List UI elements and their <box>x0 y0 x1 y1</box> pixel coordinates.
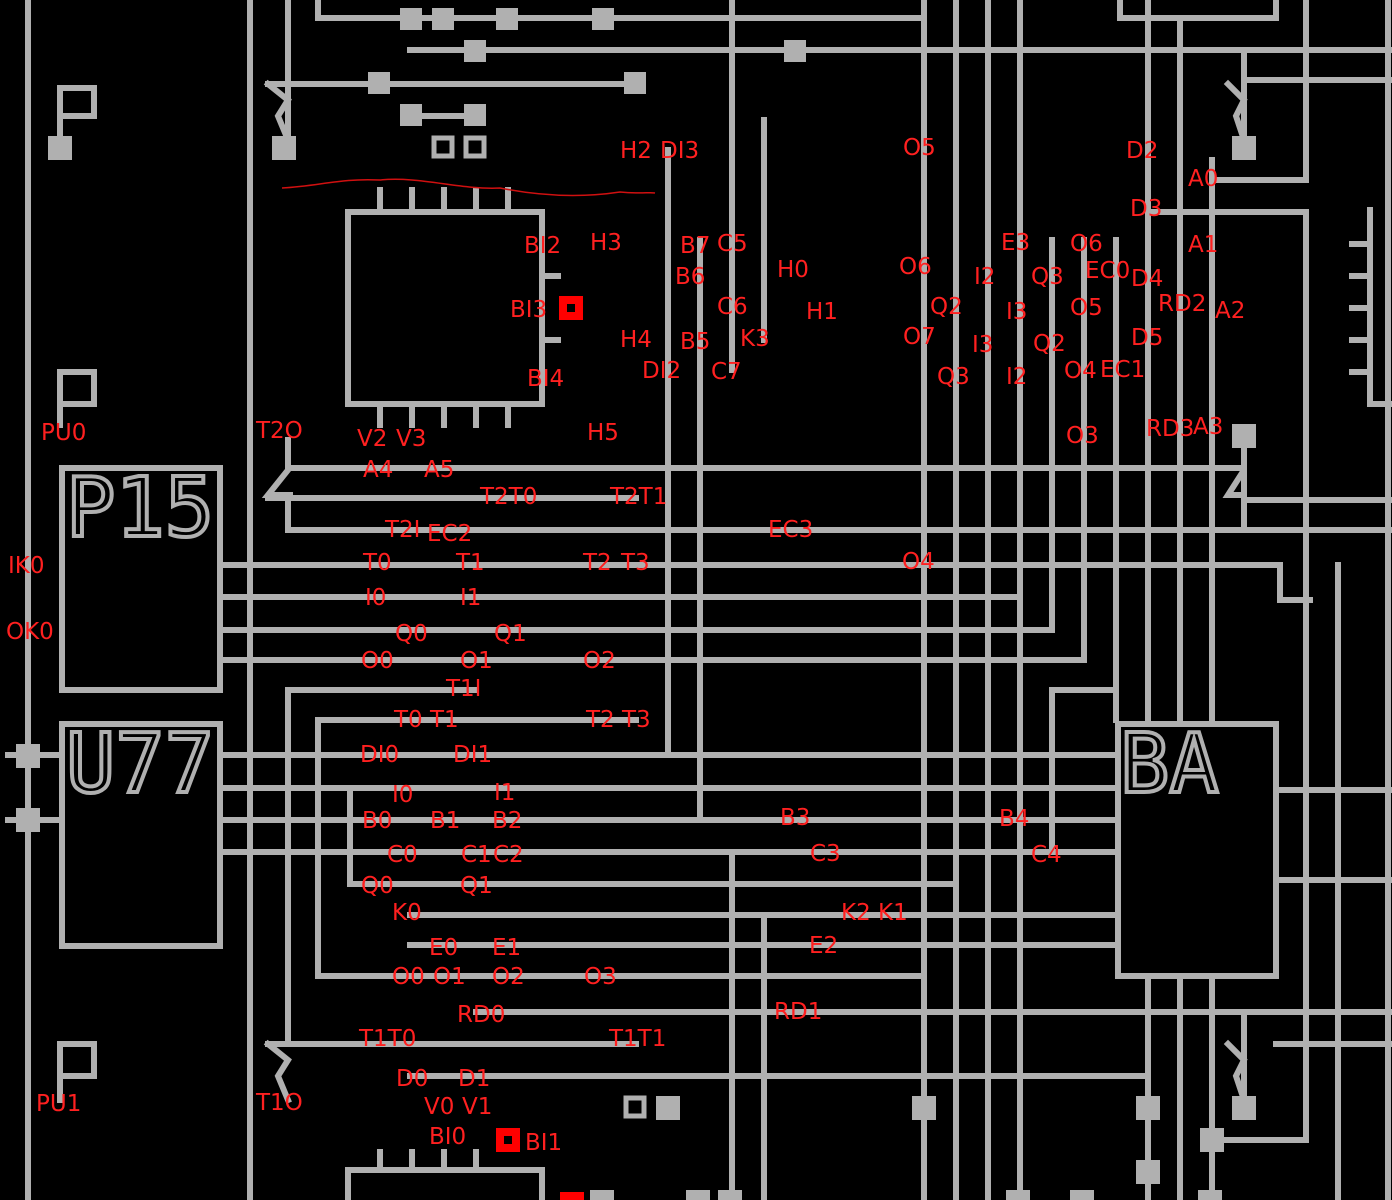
signal-label: OK0 <box>6 619 54 645</box>
signal-label: PU1 <box>36 1091 82 1117</box>
signal-label: T1I <box>446 676 482 702</box>
pad <box>496 8 518 30</box>
signal-label: O6 <box>899 254 932 280</box>
pad <box>272 136 296 160</box>
pad <box>784 40 806 62</box>
signal-label: O2 <box>492 964 525 990</box>
signal-label: A3 <box>1193 414 1224 440</box>
signal-label: B5 <box>680 329 711 355</box>
pad <box>16 744 40 768</box>
signal-label: I1 <box>494 780 516 806</box>
signal-label: K1 <box>878 900 908 926</box>
signal-label: C7 <box>711 359 742 385</box>
signal-label: DI2 <box>642 358 682 384</box>
signal-label: C6 <box>717 294 748 320</box>
signal-label: DI0 <box>360 742 400 768</box>
bi1-pad-hole <box>504 1136 512 1144</box>
pad <box>686 1190 710 1200</box>
signal-label: O4 <box>902 549 935 575</box>
signal-label: Q3 <box>1031 264 1064 290</box>
signal-label: K0 <box>392 900 422 926</box>
signal-label: H1 <box>806 299 838 325</box>
pad <box>1198 1190 1222 1200</box>
signal-label: Q0 <box>361 873 394 899</box>
signal-label: V1 <box>462 1094 493 1120</box>
signal-label: I3 <box>1006 299 1028 325</box>
signal-label: I2 <box>1006 364 1028 390</box>
signal-label: H0 <box>777 257 809 283</box>
pad <box>1232 136 1256 160</box>
signal-label: V2 <box>357 426 388 452</box>
signal-label: T3 <box>621 550 650 576</box>
signal-label: O5 <box>903 135 936 161</box>
pad <box>16 808 40 832</box>
signal-label: RD0 <box>457 1002 506 1028</box>
ba-chip-name: BA <box>1120 717 1219 812</box>
signal-label: RD2 <box>1158 291 1207 317</box>
signal-label: A5 <box>424 457 455 483</box>
signal-label: DI1 <box>453 742 493 768</box>
bottom-highlight-pad[interactable] <box>560 1192 584 1200</box>
signal-label: O3 <box>584 964 617 990</box>
signal-label: DI3 <box>660 138 700 164</box>
signal-label: I1 <box>460 585 482 611</box>
signal-label: V3 <box>396 426 427 452</box>
signal-label: C3 <box>810 841 841 867</box>
signal-label: C2 <box>493 842 524 868</box>
signal-label: I0 <box>392 782 414 808</box>
pad <box>1200 1128 1224 1152</box>
signal-label: T3 <box>622 707 651 733</box>
signal-label: PU0 <box>41 420 87 446</box>
signal-label: Q2 <box>1033 331 1066 357</box>
signal-label: Q3 <box>937 364 970 390</box>
pad <box>400 8 422 30</box>
signal-label: D3 <box>1130 196 1163 222</box>
signal-label: H3 <box>590 230 622 256</box>
pad <box>718 1190 742 1200</box>
signal-label: EC3 <box>768 517 814 543</box>
signal-label: BI4 <box>527 366 565 392</box>
signal-label: T0 <box>394 707 423 733</box>
signal-label: C1 <box>461 842 492 868</box>
u77-chip-name: U77 <box>66 717 215 812</box>
pad <box>464 40 486 62</box>
signal-label: C0 <box>387 842 418 868</box>
signal-label: I3 <box>972 332 994 358</box>
signal-label: T0 <box>363 550 392 576</box>
signal-label: H4 <box>620 327 652 353</box>
p15-chip-name: P15 <box>66 461 215 556</box>
signal-label: C5 <box>717 231 748 257</box>
signal-label: D5 <box>1131 325 1164 351</box>
signal-label: I2 <box>974 264 996 290</box>
signal-label: BI1 <box>525 1130 563 1156</box>
signal-label: H5 <box>587 420 619 446</box>
signal-label: BI3 <box>510 297 548 323</box>
signal-label: T2 <box>586 707 615 733</box>
signal-label: T2 <box>583 550 612 576</box>
signal-label: T1T0 <box>359 1026 417 1052</box>
signal-label: K2 <box>841 900 871 926</box>
signal-label: D0 <box>396 1066 429 1092</box>
signal-label: EC2 <box>427 521 473 547</box>
pad <box>1232 1096 1256 1120</box>
signal-label: BI0 <box>429 1124 467 1150</box>
pad <box>1136 1096 1160 1120</box>
signal-label: O0 <box>392 964 425 990</box>
signal-label: O2 <box>583 648 616 674</box>
signal-label: T2I <box>385 517 421 543</box>
pad <box>1136 1160 1160 1184</box>
signal-label: O1 <box>433 964 466 990</box>
signal-label: RD1 <box>774 999 823 1025</box>
signal-label: C4 <box>1031 842 1062 868</box>
pad <box>400 104 422 126</box>
signal-label: A0 <box>1188 166 1219 192</box>
signal-label: T1O <box>256 1090 303 1116</box>
signal-label: B7 <box>680 233 711 259</box>
signal-label: Q2 <box>930 294 963 320</box>
signal-label: B1 <box>430 808 461 834</box>
signal-label: RD3 <box>1146 416 1195 442</box>
signal-label: EC0 <box>1085 258 1131 284</box>
signal-label: Q1 <box>460 873 493 899</box>
signal-label: Q0 <box>395 621 428 647</box>
signal-label: T1 <box>456 550 485 576</box>
signal-label: T1 <box>430 707 459 733</box>
pad <box>1006 1190 1030 1200</box>
signal-label: B0 <box>362 808 393 834</box>
bi3-pad-hole <box>567 304 575 312</box>
signal-label: T2T1 <box>610 484 668 510</box>
signal-label: E3 <box>1001 230 1031 256</box>
signal-label: A4 <box>363 457 394 483</box>
signal-label: Q1 <box>494 621 527 647</box>
signal-label: B3 <box>780 805 811 831</box>
signal-label: E0 <box>429 935 459 961</box>
signal-label: O1 <box>460 648 493 674</box>
signal-label: K3 <box>740 326 770 352</box>
pad <box>464 104 486 126</box>
signal-label: O7 <box>903 324 936 350</box>
pad <box>1070 1190 1094 1200</box>
signal-label: D1 <box>458 1066 491 1092</box>
pad <box>432 8 454 30</box>
signal-label: O5 <box>1070 295 1103 321</box>
signal-label: A2 <box>1215 298 1246 324</box>
signal-label: BI2 <box>524 233 562 259</box>
signal-label: B2 <box>492 808 523 834</box>
pad <box>590 1190 614 1200</box>
signal-label: E1 <box>492 935 522 961</box>
signal-label: A1 <box>1188 232 1219 258</box>
signal-label: T1T1 <box>609 1026 667 1052</box>
pad <box>912 1096 936 1120</box>
signal-label: O0 <box>361 648 394 674</box>
signal-label: D4 <box>1131 266 1164 292</box>
signal-label: B4 <box>999 806 1030 832</box>
signal-label: O4 <box>1064 358 1097 384</box>
signal-label: E2 <box>809 933 839 959</box>
pad <box>624 72 646 94</box>
signal-label: H2 <box>620 138 652 164</box>
pad <box>592 8 614 30</box>
signal-label: T2T0 <box>480 484 538 510</box>
signal-label: D2 <box>1126 138 1159 164</box>
signal-label: EC1 <box>1100 357 1146 383</box>
signal-label: V0 <box>424 1094 455 1120</box>
signal-label: B6 <box>675 264 706 290</box>
signal-label: O3 <box>1066 423 1099 449</box>
signal-label: O6 <box>1070 231 1103 257</box>
pad <box>656 1096 680 1120</box>
signal-label: IK0 <box>8 553 45 579</box>
pad <box>368 72 390 94</box>
signal-label: T2O <box>256 418 303 444</box>
pad <box>1232 424 1256 448</box>
pad <box>48 136 72 160</box>
signal-label: I0 <box>365 585 387 611</box>
